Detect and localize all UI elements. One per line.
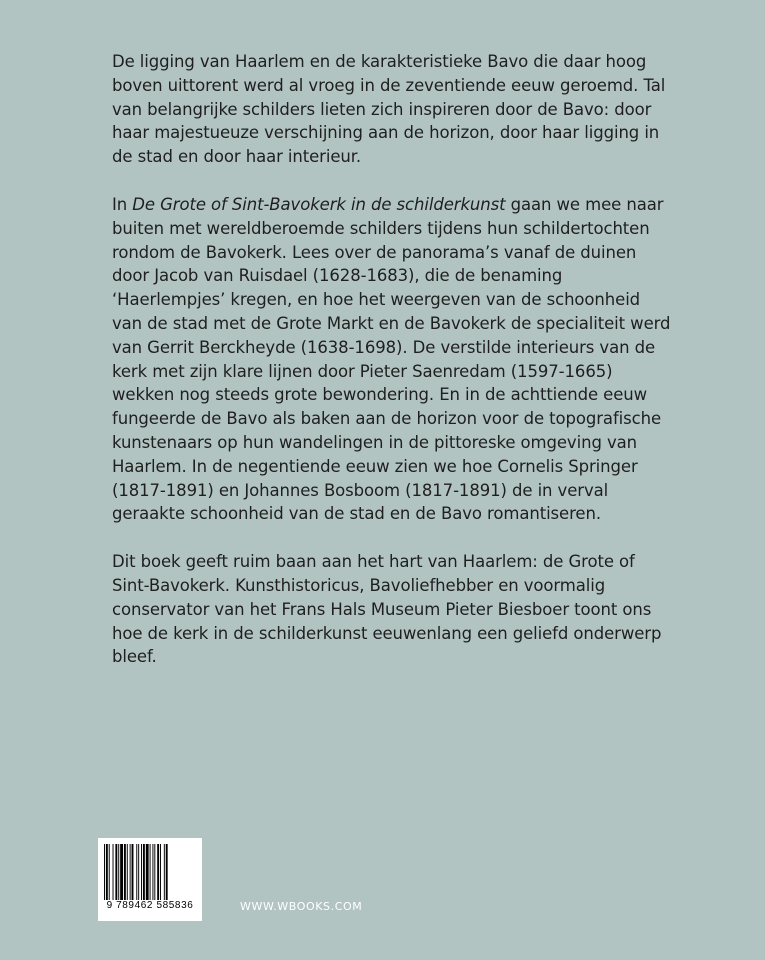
barcode-bar (104, 844, 105, 900)
barcode-bar (164, 844, 165, 900)
back-cover-text (112, 50, 672, 693)
barcode-bar (160, 844, 161, 900)
barcode-bar (132, 844, 134, 900)
paragraph-lead: In (112, 194, 133, 214)
isbn-number: 9 789462 585836 (106, 900, 194, 911)
paragraph-rest: gaan we mee naar buiten met wereldberoemde schilders tijdens hun schildertochten rondom de Bavokerk. Lees over de panorama’s vanaf de duinen door Jacob van Ruisdael (1628-1683), die de benaming ‘Haerlempjes’ kregen, en hoe het weergeven van de schoonheid van de stad met de Grote Markt en de Bavokerk de specialiteit werd van Gerrit Berckheyde (1638-1698). De verstilde interieurs van de kerk met zijn klare lijnen door Pieter Saenredam (1597-1665) wekken nog steeds grote bewondering. En in de achttiende eeuw fungeerde de Bavo als baken aan de horizon voor de topografische kunstenaars op hun wandelingen in de pittoreske omgeving van Haarlem. In de negentiende eeuw zien we hoe Cornelis Springer (1817-1891) en Johannes Bosboom (1817-1891) de in verval geraakte schoonheid van de stad en de Bavo romantiseren. (112, 194, 671, 524)
barcode-bar (154, 844, 155, 900)
barcode-bars (104, 844, 196, 900)
publisher-website: WWW.WBOOKS.COM (240, 900, 363, 913)
barcode-bar (152, 844, 153, 900)
barcode (98, 838, 202, 921)
barcode-bar (136, 844, 137, 900)
paragraph-painters (112, 193, 672, 526)
barcode-bar (127, 844, 128, 900)
barcode-bar (106, 844, 108, 900)
barcode-bar (166, 844, 168, 900)
barcode-bar (120, 844, 123, 900)
barcode-bar (146, 844, 149, 900)
barcode-bar (124, 844, 126, 900)
book-title: De Grote of Sint-Bavokerk in de schilderkunst (132, 194, 506, 214)
barcode-bar (109, 844, 110, 900)
paragraph-intro: De ligging van Haarlem en de karakteristieke Bavo die daar hoog boven uittorent werd al vroeg in de zeventiende eeuw geroemd. Tal van belangrijke schilders lieten zich inspireren door de Bavo: door haar majestueuze verschijning aan de horizon, door haar ligging in de stad en door haar interieur. (112, 52, 666, 167)
barcode-bar (141, 844, 142, 900)
barcode-bar (118, 844, 119, 900)
barcode-bar (143, 844, 145, 900)
barcode-bar (130, 844, 131, 900)
paragraph-summary: Dit boek geeft ruim baan aan het hart van Haarlem: de Grote of Sint-Bavokerk. Kunsthistoricus, Bavoliefhebber en voormalig conservator van het Frans Hals Museum Pieter Biesboer toont ons hoe de kerk in de schilderkunst eeuwenlang een geliefd onderwerp bleef. (112, 552, 662, 667)
barcode-bar (138, 844, 139, 900)
barcode-bar (150, 844, 151, 900)
barcode-bar (115, 844, 117, 900)
barcode-bar (113, 844, 114, 900)
barcode-bar (157, 844, 159, 900)
